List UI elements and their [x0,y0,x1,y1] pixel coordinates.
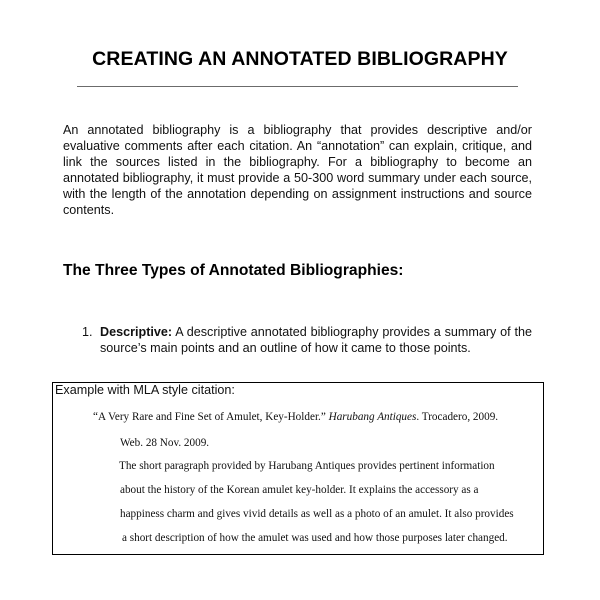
citation-title: “A Very Rare and Fine Set of Amulet, Key-Holder.” [93,411,329,423]
document-title: CREATING AN ANNOTATED BIBLIOGRAPHY [92,48,508,70]
list-term: Descriptive: [100,325,173,339]
example-label: Example with MLA style citation: [55,383,235,397]
citation-line-2: Web. 28 Nov. 2009. [120,437,210,449]
list-description: A descriptive annotated bibliography provides a summary of the source’s main points and an outline of how it came to those points. [100,325,532,355]
section-heading: The Three Types of Annotated Bibliographies: [63,262,404,279]
title-divider [77,86,518,87]
intro-paragraph: An annotated bibliography is a bibliography that provides descriptive and/or evaluative comments after each citation. An “annotation” can explain, critique, and link the sources listed in the bibliography. For a bibliography to become an annotated bibliography, it must provide a 50-300 word summary under each source, with the length of the annotation depending on assignment instructions and source contents. [63,123,532,217]
citation-line-1 [93,411,498,423]
annotation-line: about the history of the Korean amulet key-holder. It explains the accessory as a [120,484,479,496]
list-number: 1. [82,325,93,339]
annotation-line: happiness charm and gives vivid details as well as a photo of an amulet. It also provides [120,508,514,520]
types-list [82,324,532,356]
annotation-line: The short paragraph provided by Harubang Antiques provides pertinent information [119,460,495,472]
list-item [82,324,532,356]
citation-site: Harubang Antiques [328,411,417,423]
example-box [52,382,544,555]
annotation-line: a short description of how the amulet was used and how those purposes later changed. [122,532,508,544]
citation-publisher: . Trocadero, 2009. [416,411,499,423]
